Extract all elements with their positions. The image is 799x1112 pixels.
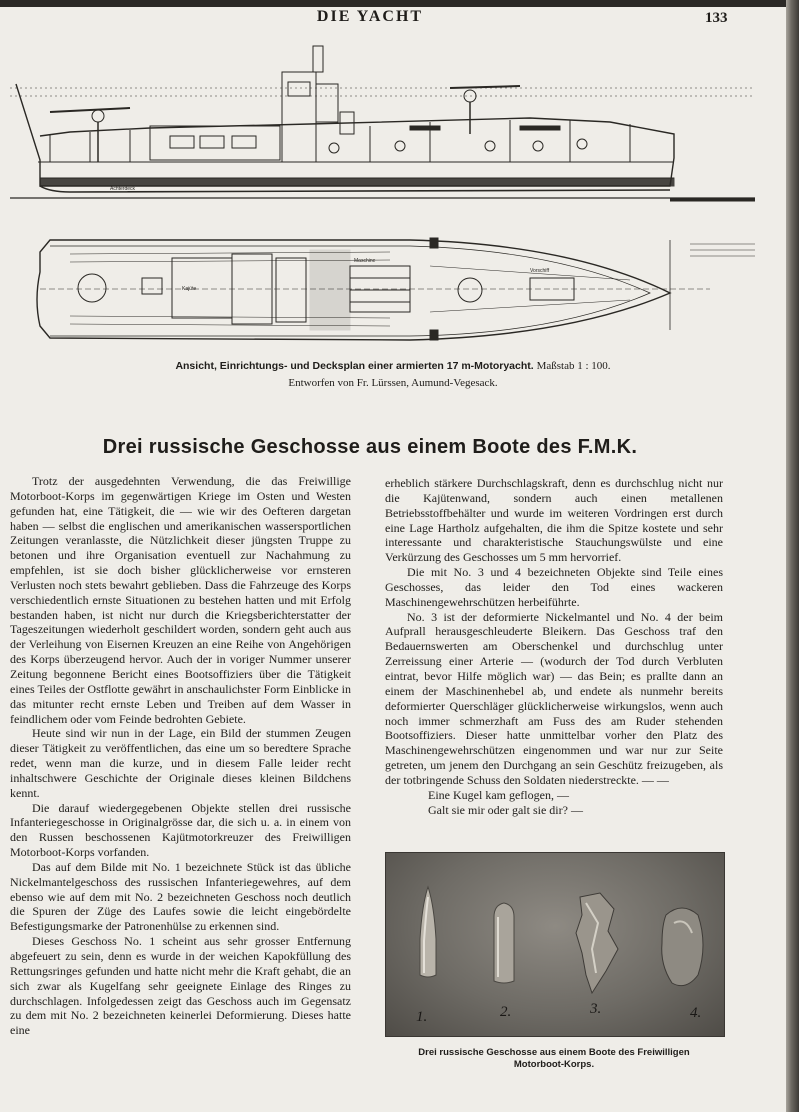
verse-line: Galt sie mir oder galt sie dir? — xyxy=(428,802,583,817)
photo-label-4: 4. xyxy=(690,1005,702,1021)
paragraph: Das auf dem Bilde mit No. 1 bezeichnete Stück ist das übliche Nickelmantelgeschoss des russischen Infanteriegewehres, auf dem ebenso wie auf dem mit No. 2 bezeichneten Geschoss noch deutlich die Spuren der Züge des Laufes sowie die leicht eingebördelte Befestigungsmarke der Patronenhülse zu erkennen sind. xyxy=(10,859,351,934)
photo-label-1: 1. xyxy=(416,1009,428,1025)
deck-plan xyxy=(37,238,755,340)
side-elevation xyxy=(10,46,755,200)
photo-label-2: 2. xyxy=(500,1004,512,1020)
article-title: Drei russische Geschosse aus einem Boote des F.M.K. xyxy=(102,436,638,458)
paragraph: Die darauf wiedergegebenen Objekte stellen drei russische Infanteriegeschosse in Originalgrösse dar, die sich u. a. in einem von den Russen beschossenen Kajütmotorkreuzer des Freiwilligen Motorboot-Korps vorfanden. xyxy=(10,800,351,860)
photo-caption-line1: Drei russische Geschosse aus einem Boote des Freiwilligen xyxy=(418,1047,690,1058)
photo-caption-line2: Motorboot-Korps. xyxy=(513,1059,595,1070)
plan-label-bow: Vorschiff xyxy=(530,268,550,274)
plan-caption-credit: Entworfen von Fr. Lürssen, Aumund-Vegesack. xyxy=(288,377,498,389)
paragraph: erheblich stärkere Durchschlagskraft, denn es durchschlug nicht nur die Kajütenwand, sondern auch einen metallenen Betriebsstoffbehälter und wurde im weiteren Vordringen erst durch eine Lage Hartholz aufgehalten, die ihm die Spitze kostete und sehr interessante und charakteristische Stauchungswülste und eine Verkürzung des Geschosses um 5 mm hervorrief. xyxy=(385,476,723,565)
paragraph: Trotz der ausgedehnten Verwendung, die das Freiwillige Motorboot-Korps im gegenwärtigen Kriege im Osten und Westen gefunden hat, eine Tätigkeit, die — wie wir des Oefteren dargetan haben — selbst die englischen und amerikanischen wassersportlichen Zeitungen veranlasste, die Nützlichkeit dieser jüngsten Truppe zu betonen und ihre Organisation eventuell zur Nachahmung zu empfehlen, ist sie doch bisher glücklicherweise vor ernsteren Verlusten noch stets bewahrt geblieben. Dass die Fahrzeuge des Korps verschiedentlich ernste Situationen zu bestehen hatten und mit Erfolg bestanden haben, ist nicht nur durch die Kriegsberichterstatter der Tageszeitungen wiederholt geschildert worden, sondern geht auch aus der Verleihung von Eisernen Kreuzen an eine Reihe von Angehörigen des Korps überzeugend hervor. Auch der in voriger Nummer unserer Zeitung begonnene Bericht eines Bootsoffiziers über die Tätigkeit eines Teiles der Ostflotte gewährt in anschaulichster Form Einblicke in das mitunter recht ernste Leben und Treiben auf dem Wasser in feindlichem oder vom Feinde bedrohten Gebiete. xyxy=(10,474,351,726)
paragraph: Die mit No. 3 und 4 bezeichneten Objekte sind Teile eines Geschosses, das leider den Tod eines wackeren Maschinengewehrschützen herbeiführte. xyxy=(385,565,723,609)
page-number: 133 xyxy=(705,10,728,26)
fragment-4-image xyxy=(662,908,703,986)
article-column-left xyxy=(10,474,351,1038)
photo-caption xyxy=(385,1047,723,1071)
plan-caption-main: Ansicht, Einrichtungs- und Decksplan einer armierten 17 m-Motoryacht. xyxy=(175,360,534,372)
paragraph: No. 3 ist der deformierte Nickelmantel und No. 4 der beim Aufprall herausgeschleuderte Bleikern. Das Geschoss traf den Bedauernswerten am Oberschenkel und durchschlug unter Zerreissung einer Arterie — (wodurch der Tod durch Verbluten eintrat, bevor Hilfe möglich war) — das Bein; es prallte dann an einem der Maschinenhebel ab, und endete als nunmehr bereits deformierter Querschläger glücklicherweise wirkungslos, wenn auch noch immer schmerzhaft am Fuss des am Ruder stehenden Bootsoffiziers. Dieser hatte unmittelbar vorher den Platz des Maschinengewehrschützen eingenommen und war nur zur Seite getreten, um jenem den Durchgang an sein Geschütz freizugeben, als der totbringende Schuss den Soldaten niederstreckte. — — xyxy=(385,609,723,787)
plan-caption xyxy=(0,360,786,372)
boat-plan-drawing xyxy=(10,40,770,365)
page-binding-edge xyxy=(786,0,799,1112)
plan-label-cabin: Kajüte xyxy=(182,286,197,292)
verse-line: Eine Kugel kam geflogen, — xyxy=(428,787,569,802)
fragment-3-image xyxy=(576,893,618,993)
paragraph: Heute sind wir nun in der Lage, ein Bild der stummen Zeugen dieser Tätigkeit zu veröffentlichen, das eine um so beredtere Sprache redet, wenn man die kurze, und in diesem Falle leider recht inhaltschwere Geschichte der Originale dieses kleinen Bildchens kennt. xyxy=(10,726,351,800)
scan-edge xyxy=(0,0,786,7)
photo-label-3: 3. xyxy=(590,1001,602,1017)
bullets-photo xyxy=(385,852,725,1037)
plan-label-engine: Maschine xyxy=(354,258,376,264)
plan-label-stern: Achterdeck xyxy=(110,186,136,192)
plan-caption-scale: Maßstab 1 : 100. xyxy=(536,360,611,372)
paragraph: Dieses Geschoss No. 1 scheint aus sehr grosser Entfernung abgefeuert zu sein, denn es wurde in der weichen Kapokfüllung des Rettungsringes gefunden und hatte nicht mehr die Kraft gehabt, die an sich zwar als Kugelfang sehr geeignete Einlage des Ringes zu durchschlagen. Infolgedessen zeigt das Geschoss auch im Gegensatz zu dem mit No. 2 bezeichneten keinerlei Deformierung. Dieses hatte eine xyxy=(10,934,351,1038)
running-head: DIE YACHT xyxy=(316,8,424,25)
article-column-right xyxy=(385,476,723,817)
